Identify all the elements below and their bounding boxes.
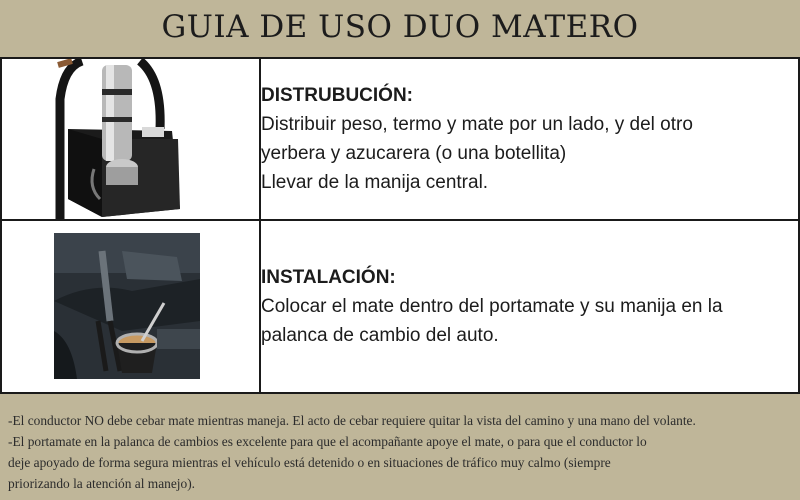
page-title: GUIA DE USO DUO MATERO xyxy=(161,9,639,45)
distribution-line: Distribuir peso, termo y mate por un lado, y del otro xyxy=(261,114,693,135)
duo-matero-bag-photo xyxy=(2,59,259,219)
safety-note-line: -El portamate en la palanca de cambios es excelente para que el acompañante apoye el mate, o para que el conductor lo xyxy=(8,434,647,449)
distribution-heading: DISTRUBUCIÓN: xyxy=(261,85,413,106)
safety-note-line: priorizando la atención al manejo). xyxy=(8,476,196,491)
distribution-line: yerbera y azucarera (o una botellita) xyxy=(261,143,567,164)
car-photo-cell xyxy=(1,220,260,393)
safety-notes xyxy=(8,410,798,494)
installation-line: palanca de cambio del auto. xyxy=(261,325,499,346)
guide-table xyxy=(0,57,800,394)
guide-row-distribution xyxy=(1,58,799,220)
installation-text-cell xyxy=(260,220,799,393)
safety-note-line: deje apoyado de forma segura mientras el vehículo está detenido o en situaciones de tráfico muy calmo (siempre xyxy=(8,455,611,470)
distribution-text-cell xyxy=(260,58,799,220)
bag-photo-cell xyxy=(1,58,260,220)
guide-row-installation xyxy=(1,220,799,393)
installation-heading: INSTALACIÓN: xyxy=(261,267,396,288)
safety-note-line: -El conductor NO debe cebar mate mientras maneja. El acto de cebar requiere quitar la vista del camino y una mano del volante. xyxy=(8,413,696,428)
car-gearshift-mate-photo xyxy=(2,221,259,392)
installation-line: Colocar el mate dentro del portamate y su manija en la xyxy=(261,296,723,317)
distribution-line: Llevar de la manija central. xyxy=(261,172,489,193)
